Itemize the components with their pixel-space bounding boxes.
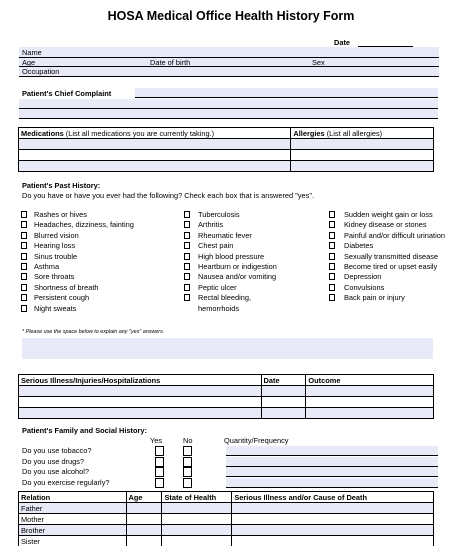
past-history-question: Do you have or have you ever had the following? Check each box that is answered "yes". — [22, 191, 315, 200]
medications-cell[interactable] — [19, 161, 291, 172]
social-question: Do you use drugs? — [22, 456, 85, 466]
occupation-label: Occupation — [22, 67, 60, 76]
relation-health-cell[interactable] — [162, 514, 232, 525]
history-checkbox[interactable] — [329, 242, 335, 249]
name-label: Name — [22, 48, 42, 57]
allergies-cell[interactable] — [291, 139, 434, 150]
relation-age-cell[interactable] — [126, 525, 162, 536]
history-checkbox[interactable] — [21, 273, 27, 280]
relation-age-cell[interactable] — [126, 503, 162, 514]
history-item-label: Chest pain — [198, 241, 234, 251]
history-item-label: Persistent cough — [34, 293, 90, 303]
social-question: Do you exercise regularly? — [22, 477, 110, 487]
history-checkbox[interactable] — [184, 242, 190, 249]
history-item-label: Painful and/or difficult urination — [344, 230, 445, 240]
past-history-heading: Patient's Past History: — [22, 181, 101, 190]
history-item-label: Sore throats — [34, 272, 75, 282]
history-item-label: Heartburn or indigestion — [198, 262, 277, 271]
history-item-label: Sinus trouble — [34, 251, 78, 261]
history-checkbox[interactable] — [21, 211, 27, 218]
illness-cell[interactable] — [19, 397, 262, 408]
history-item-label: Become tired or upset easily — [344, 262, 438, 271]
history-item-label: Peptic ulcer — [198, 282, 237, 292]
serious-illness-table — [18, 374, 434, 419]
illness-date-cell[interactable] — [261, 386, 306, 397]
history-checkbox[interactable] — [329, 284, 335, 291]
relation-mother: Mother — [19, 514, 127, 525]
no-checkbox[interactable] — [183, 467, 192, 477]
chief-complaint-field-3[interactable] — [19, 109, 438, 119]
history-item-label: Sudden weight gain or loss — [344, 210, 433, 219]
quantity-frequency-field[interactable] — [226, 467, 438, 477]
history-checkbox[interactable] — [329, 221, 335, 228]
history-checkbox[interactable] — [21, 253, 27, 260]
yes-explanation-field[interactable] — [22, 338, 433, 359]
history-checkbox[interactable] — [184, 273, 190, 280]
illness-outcome-cell[interactable] — [306, 386, 434, 397]
relation-brother: Brother — [19, 525, 127, 536]
allergies-cell[interactable] — [291, 161, 434, 172]
chief-complaint-label: Patient's Chief Complaint — [22, 89, 112, 98]
state-of-health-header: State of Health — [162, 492, 232, 503]
history-checkbox[interactable] — [21, 294, 27, 301]
occupation-field[interactable] — [75, 66, 435, 76]
medications-cell[interactable] — [19, 139, 291, 150]
history-checkbox[interactable] — [184, 253, 190, 260]
illness-date-cell[interactable] — [261, 408, 306, 419]
relation-father: Father — [19, 503, 127, 514]
date-field[interactable] — [358, 38, 413, 47]
illness-outcome-cell[interactable] — [306, 408, 434, 419]
date-label: Date — [334, 38, 351, 47]
history-checkbox[interactable] — [21, 221, 27, 228]
history-item-label: Kidney disease or stones — [344, 220, 427, 230]
yes-checkbox[interactable] — [155, 478, 164, 488]
history-item-label: Hearing loss — [34, 241, 76, 251]
history-item-label: Headaches, dizziness, fainting — [34, 220, 134, 230]
relation-illness-cell[interactable] — [232, 536, 434, 546]
history-checkbox[interactable] — [329, 294, 335, 301]
relation-illness-cell[interactable] — [232, 514, 434, 525]
no-column-label: No — [183, 436, 193, 445]
relation-header: Relation — [19, 492, 127, 503]
history-item-label: Sexually transmitted disease — [344, 251, 439, 261]
allergies-cell[interactable] — [291, 150, 434, 161]
history-checkbox[interactable] — [21, 242, 27, 249]
allergies-label: Allergies — [293, 128, 325, 138]
history-item-label: Depression — [344, 272, 382, 282]
history-item-label: Nausea and/or vomiting — [198, 272, 277, 282]
history-checkbox[interactable] — [184, 263, 190, 270]
illness-cell[interactable] — [19, 386, 262, 397]
allergies-header — [291, 128, 434, 139]
relation-health-cell[interactable] — [162, 525, 232, 536]
history-checkbox[interactable] — [329, 232, 335, 239]
history-item-label: Back pain or injury — [344, 293, 405, 303]
illness-outcome-header: Outcome — [306, 375, 434, 386]
history-item-label: Tuberculosis — [198, 210, 240, 219]
social-question: Do you use alcohol? — [22, 467, 89, 476]
history-checkbox[interactable] — [184, 221, 190, 228]
form-title: HOSA Medical Office Health History Form — [107, 9, 355, 23]
dob-label: Date of birth — [150, 58, 191, 67]
history-checkbox[interactable] — [184, 284, 190, 291]
history-item-label: Asthma — [34, 262, 60, 271]
occupation-line — [19, 76, 439, 77]
quantity-frequency-field[interactable] — [226, 446, 438, 456]
no-checkbox[interactable] — [183, 446, 192, 456]
allergies-hint: (List all allergies) — [326, 128, 383, 138]
medications-cell[interactable] — [19, 150, 291, 161]
yes-answers-note: * Please use the space below to explain any "yes" answers. — [22, 329, 165, 335]
name-field[interactable] — [60, 47, 435, 57]
age-header: Age — [126, 492, 162, 503]
yes-checkbox[interactable] — [155, 457, 164, 467]
history-item-label: hemorrhoids — [198, 303, 240, 313]
illness-date-header: Date — [261, 375, 306, 386]
age-label: Age — [22, 58, 36, 67]
quantity-frequency-field[interactable] — [226, 478, 438, 488]
illness-cell[interactable] — [19, 408, 262, 419]
relation-age-cell[interactable] — [126, 536, 162, 546]
yes-column-label: Yes — [150, 436, 163, 445]
history-item-label: Night sweats — [34, 303, 77, 313]
history-item-label: Diabetes — [344, 241, 374, 251]
relation-illness-cell[interactable] — [232, 503, 434, 514]
social-question: Do you use tobacco? — [22, 446, 92, 455]
history-checkbox[interactable] — [329, 263, 335, 270]
history-checkbox[interactable] — [21, 305, 27, 312]
history-checkbox[interactable] — [184, 294, 190, 301]
medications-label: Medications — [21, 128, 64, 138]
history-item-label: Shortness of breath — [34, 282, 99, 292]
family-relation-table — [18, 491, 434, 546]
quantity-frequency-field[interactable] — [226, 457, 438, 467]
history-checkbox[interactable] — [329, 211, 335, 218]
history-checkbox[interactable] — [184, 232, 190, 239]
history-item-label: Rectal bleeding, — [198, 293, 252, 303]
history-checkbox[interactable] — [329, 273, 335, 280]
history-item-label: Arthritis — [198, 220, 224, 230]
cause-of-death-header: Serious Illness and/or Cause of Death — [232, 492, 434, 503]
history-checkbox[interactable] — [21, 263, 27, 270]
medications-table — [18, 127, 434, 172]
relation-health-cell[interactable] — [162, 536, 232, 546]
history-item-label: Blurred vision — [34, 230, 79, 240]
history-checkbox[interactable] — [184, 211, 190, 218]
name-line — [19, 57, 439, 58]
chief-complaint-field-1[interactable] — [135, 88, 438, 98]
no-checkbox[interactable] — [183, 457, 192, 467]
chief-complaint-field-2[interactable] — [19, 99, 438, 109]
illness-date-cell[interactable] — [261, 397, 306, 408]
yes-checkbox[interactable] — [155, 467, 164, 477]
history-item-label: High blood pressure — [198, 251, 265, 261]
quantity-frequency-label: Quantity/Frequency — [224, 436, 289, 445]
relation-age-cell[interactable] — [126, 514, 162, 525]
medications-hint: (List all medications you are currently taking.) — [65, 128, 215, 138]
history-item-label: Convulsions — [344, 282, 385, 292]
history-checkbox[interactable] — [21, 284, 27, 291]
history-item-label: Rheumatic fever — [198, 230, 252, 240]
illness-header: Serious Illness/Injuries/Hospitalizations — [19, 375, 262, 386]
yes-checkbox[interactable] — [155, 446, 164, 456]
relation-sister: Sister — [19, 536, 127, 546]
history-item-label: Rashes or hives — [34, 210, 87, 219]
no-checkbox[interactable] — [183, 478, 192, 488]
family-social-heading: Patient's Family and Social History: — [22, 426, 147, 435]
relation-illness-cell[interactable] — [232, 525, 434, 536]
sex-label: Sex — [312, 58, 325, 67]
medications-header — [19, 128, 291, 139]
history-checkbox[interactable] — [329, 253, 335, 260]
relation-health-cell[interactable] — [162, 503, 232, 514]
illness-outcome-cell[interactable] — [306, 397, 434, 408]
history-checkbox[interactable] — [21, 232, 27, 239]
